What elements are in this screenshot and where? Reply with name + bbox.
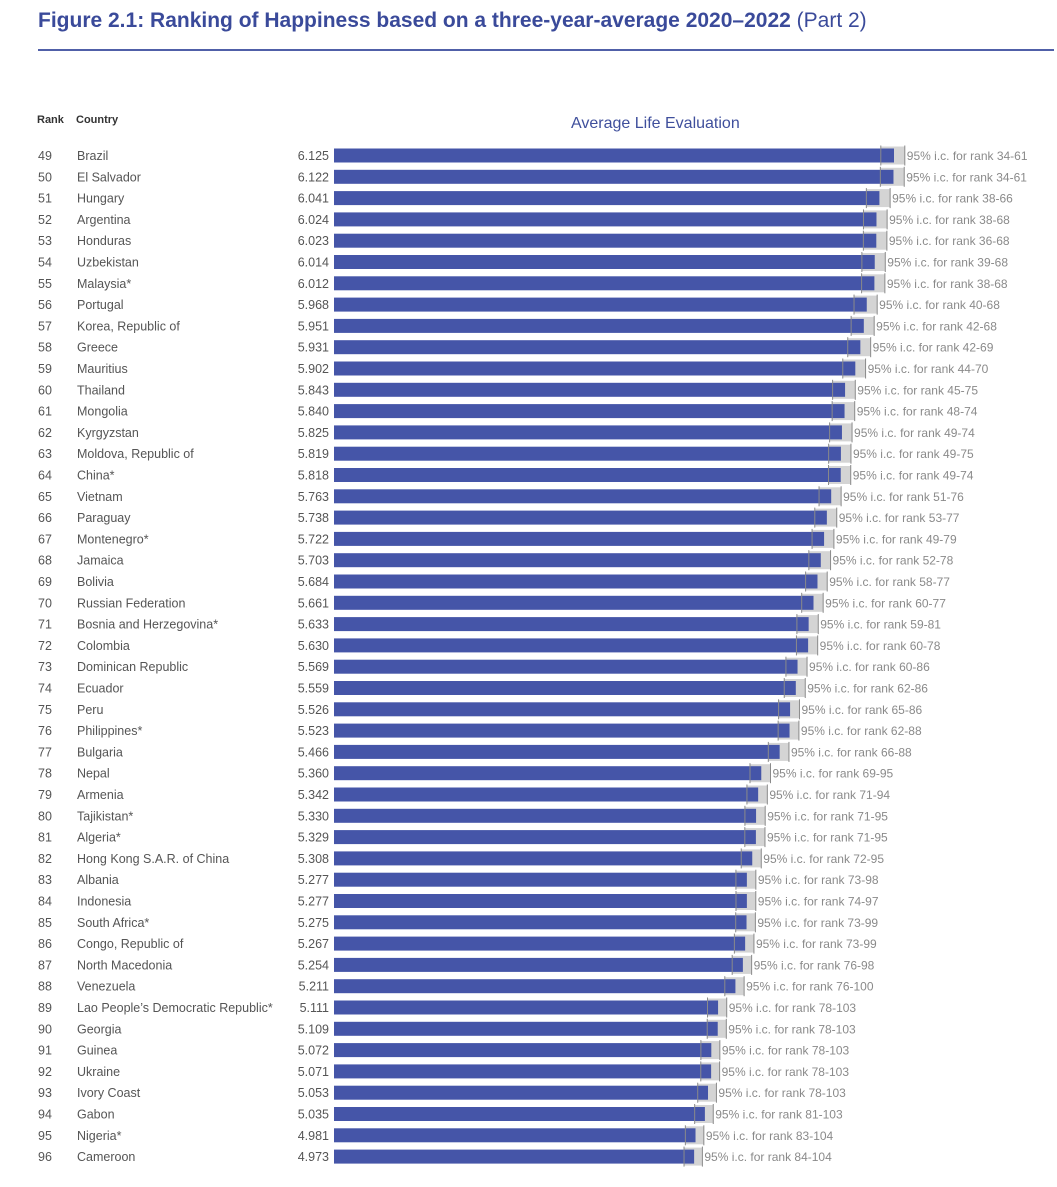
rank-label: 66 [38, 511, 52, 526]
value-label: 5.053 [297, 1086, 329, 1101]
rank-label: 95 [38, 1128, 52, 1143]
country-label: Hungary [77, 191, 125, 206]
country-label: Lao People’s Democratic Republic* [77, 1001, 273, 1015]
value-label: 5.968 [297, 298, 329, 313]
ci-label: 95% i.c. for rank 78-103 [728, 1001, 857, 1015]
rank-label: 75 [38, 702, 52, 717]
country-label: Tajikistan* [77, 809, 134, 824]
value-label: 6.122 [297, 170, 329, 185]
value-bar [334, 468, 841, 482]
value-label: 5.254 [297, 958, 329, 973]
value-label: 5.931 [297, 340, 329, 355]
value-label: 5.275 [297, 915, 329, 930]
rank-label: 60 [38, 383, 52, 398]
rank-label: 83 [38, 873, 52, 888]
value-label: 4.981 [297, 1128, 329, 1143]
value-label: 5.109 [297, 1022, 329, 1037]
ci-label: 95% i.c. for rank 42-68 [876, 319, 997, 334]
rank-label: 52 [38, 212, 52, 227]
ci-label: 95% i.c. for rank 76-98 [753, 958, 875, 973]
country-label: Cameroon [77, 1150, 136, 1165]
rank-label: 93 [38, 1086, 52, 1101]
figure-part: (Part 2) [796, 9, 867, 32]
ci-label: 95% i.c. for rank 71-94 [769, 788, 891, 802]
value-bar [334, 447, 841, 461]
ci-label: 95% i.c. for rank 62-88 [800, 724, 922, 739]
rank-label: 88 [38, 979, 52, 994]
country-label: Gabon [77, 1107, 115, 1122]
value-label: 5.819 [297, 447, 329, 462]
value-label: 5.277 [297, 873, 329, 888]
value-label: 5.330 [297, 809, 329, 824]
country-label: Venezuela [77, 979, 136, 994]
rank-label: 84 [38, 894, 52, 909]
value-bar [334, 596, 813, 610]
value-label: 6.041 [297, 191, 329, 206]
rank-label: 77 [38, 745, 52, 760]
country-label: Argentina [77, 212, 131, 227]
value-label: 5.843 [297, 383, 329, 398]
rank-label: 63 [38, 447, 52, 462]
rank-label: 71 [38, 617, 52, 632]
ci-label: 95% i.c. for rank 71-95 [766, 830, 888, 845]
country-label: Ukraine [77, 1064, 121, 1079]
value-label: 5.902 [297, 362, 329, 376]
value-label: 6.014 [297, 255, 329, 270]
rank-label: 86 [38, 937, 52, 952]
country-label: Portugal [77, 298, 124, 313]
ci-label: 95% i.c. for rank 38-68 [886, 276, 1008, 291]
value-bar [334, 617, 809, 631]
ci-label: 95% i.c. for rank 83-104 [705, 1128, 834, 1143]
value-label: 5.840 [297, 404, 329, 419]
value-label: 5.111 [299, 1001, 329, 1015]
rank-label: 50 [38, 170, 52, 185]
value-label: 5.523 [297, 724, 329, 739]
ci-label: 95% i.c. for rank 74-97 [757, 894, 879, 909]
value-label: 5.329 [297, 830, 329, 845]
country-label: Vietnam [77, 489, 123, 504]
value-bar [334, 553, 821, 567]
value-label: 5.722 [297, 532, 329, 547]
value-bar [334, 149, 894, 163]
ci-label: 95% i.c. for rank 38-66 [892, 191, 1013, 206]
value-bar [334, 511, 827, 525]
rank-label: 55 [38, 276, 52, 291]
ci-label: 95% i.c. for rank 78-103 [718, 1086, 846, 1101]
country-label: Guinea [77, 1043, 118, 1058]
country-label: Uzbekistan [77, 255, 139, 270]
value-bar [334, 340, 860, 354]
value-label: 5.818 [297, 468, 329, 483]
value-bar [334, 362, 855, 376]
value-bar [334, 212, 876, 226]
country-label: Honduras [77, 234, 132, 249]
country-label: Greece [77, 340, 118, 355]
rank-label: 58 [38, 340, 52, 355]
ci-label: 95% i.c. for rank 65-86 [801, 702, 923, 717]
value-bar [334, 851, 752, 865]
value-label: 5.277 [297, 894, 329, 909]
rank-label: 62 [38, 425, 52, 440]
value-bar [334, 298, 867, 312]
rank-label: 79 [38, 788, 52, 802]
ci-label: 95% i.c. for rank 78-103 [728, 1022, 856, 1037]
value-bar [334, 276, 874, 290]
ci-label: 95% i.c. for rank 48-74 [856, 404, 978, 419]
value-bar [334, 1043, 711, 1057]
rank-label: 76 [38, 724, 52, 739]
country-label: Kyrgyzstan [77, 425, 139, 440]
value-label: 5.633 [297, 617, 329, 632]
value-bar [334, 788, 758, 802]
ci-label: 95% i.c. for rank 71-95 [767, 809, 888, 824]
rank-label: 69 [38, 575, 52, 589]
rank-label: 90 [38, 1022, 52, 1037]
value-label: 5.569 [297, 660, 329, 675]
value-label: 4.973 [297, 1150, 329, 1165]
rank-label: 64 [38, 468, 52, 483]
rank-header: Rank [37, 114, 64, 126]
ci-label: 95% i.c. for rank 66-88 [790, 745, 912, 760]
value-bar [334, 830, 756, 844]
value-bar [334, 915, 747, 929]
value-bar [334, 532, 824, 546]
country-label: Thailand [77, 383, 125, 398]
value-label: 5.559 [297, 681, 329, 696]
country-label: Paraguay [77, 511, 131, 526]
value-bar [334, 745, 780, 759]
value-bar [334, 1064, 711, 1078]
rank-label: 87 [38, 958, 52, 973]
value-bar [334, 1001, 718, 1015]
ci-label: 95% i.c. for rank 42-69 [872, 340, 994, 355]
country-label: Peru [77, 702, 104, 717]
ci-label: 95% i.c. for rank 49-74 [852, 468, 974, 483]
rank-label: 81 [38, 830, 52, 845]
ci-label: 95% i.c. for rank 49-79 [835, 532, 957, 547]
country-label: Bulgaria [77, 745, 123, 760]
country-label: Korea, Republic of [77, 319, 180, 334]
ci-label: 95% i.c. for rank 36-68 [888, 234, 1010, 249]
ci-label: 95% i.c. for rank 62-86 [807, 681, 928, 696]
country-label: Mongolia [77, 404, 128, 419]
value-bar [334, 319, 864, 333]
value-label: 5.703 [297, 553, 329, 568]
rank-label: 65 [38, 489, 52, 504]
value-label: 6.024 [297, 212, 329, 227]
ci-label: 95% i.c. for rank 60-86 [809, 660, 930, 675]
value-label: 5.738 [297, 511, 329, 526]
country-label: Algeria* [77, 830, 121, 845]
country-label: Philippines* [77, 724, 143, 739]
rank-label: 59 [38, 362, 52, 376]
value-label: 6.012 [297, 276, 329, 291]
rank-label: 78 [38, 766, 52, 781]
value-bar [334, 170, 893, 184]
country-label: Montenegro* [77, 532, 149, 547]
value-bar [334, 575, 817, 589]
ci-label: 95% i.c. for rank 78-103 [721, 1043, 850, 1058]
ci-label: 95% i.c. for rank 44-70 [867, 362, 989, 376]
ci-label: 95% i.c. for rank 69-95 [772, 766, 894, 781]
value-bar [334, 425, 842, 439]
value-label: 5.360 [297, 766, 329, 781]
ci-label: 95% i.c. for rank 81-103 [715, 1107, 843, 1122]
ci-label: 95% i.c. for rank 60-77 [825, 596, 946, 611]
country-label: Malaysia* [77, 276, 132, 291]
value-bar [334, 724, 790, 738]
country-label: Indonesia [77, 894, 132, 909]
rank-label: 85 [38, 915, 52, 930]
country-label: Armenia [77, 788, 124, 802]
ci-label: 95% i.c. for rank 38-68 [889, 212, 1010, 227]
value-bar [334, 1022, 718, 1036]
ci-label: 95% i.c. for rank 59-81 [820, 617, 941, 632]
value-label: 5.308 [297, 851, 329, 866]
country-label: El Salvador [77, 170, 141, 185]
value-bar [334, 489, 831, 503]
ci-label: 95% i.c. for rank 73-98 [757, 873, 879, 888]
rank-label: 72 [38, 638, 52, 653]
value-bar [334, 894, 747, 908]
country-label: Hong Kong S.A.R. of China [77, 851, 230, 866]
value-label: 5.951 [297, 319, 329, 334]
rank-label: 92 [38, 1064, 52, 1079]
country-label: Mauritius [77, 362, 128, 376]
rank-label: 91 [38, 1043, 52, 1058]
rank-label: 80 [38, 809, 52, 824]
value-bar [334, 1107, 705, 1121]
ci-label: 95% i.c. for rank 49-74 [854, 425, 975, 440]
chart-title: Average Life Evaluation [571, 115, 740, 132]
value-label: 5.526 [297, 702, 329, 717]
ci-label: 95% i.c. for rank 76-100 [746, 979, 874, 994]
country-label: North Macedonia [77, 958, 173, 973]
country-label: Brazil [77, 149, 109, 163]
value-bar [334, 255, 875, 269]
rank-label: 74 [38, 681, 52, 696]
country-label: South Africa* [77, 915, 150, 930]
value-label: 5.825 [297, 425, 329, 440]
value-bar [334, 191, 879, 205]
value-bar [334, 404, 845, 418]
ci-label: 95% i.c. for rank 60-78 [819, 638, 941, 653]
ci-label: 95% i.c. for rank 40-68 [879, 298, 1000, 313]
rank-label: 67 [38, 532, 52, 547]
value-label: 5.763 [297, 489, 329, 504]
country-label: Bolivia [77, 575, 114, 589]
ci-label: 95% i.c. for rank 45-75 [857, 383, 979, 398]
country-label: Colombia [77, 638, 130, 653]
ci-label: 95% i.c. for rank 84-104 [704, 1150, 832, 1165]
rank-label: 49 [38, 149, 52, 163]
rank-label: 70 [38, 596, 52, 611]
ci-label: 95% i.c. for rank 51-76 [843, 489, 964, 504]
country-label: Congo, Republic of [77, 937, 184, 952]
country-label: China* [77, 468, 115, 483]
country-label: Dominican Republic [77, 660, 189, 675]
country-label: Georgia [77, 1022, 122, 1037]
country-label: Russian Federation [77, 596, 186, 611]
value-bar [334, 660, 798, 674]
value-label: 6.125 [297, 149, 329, 163]
ci-label: 95% i.c. for rank 49-75 [852, 447, 974, 462]
ci-label: 95% i.c. for rank 53-77 [838, 511, 960, 526]
rank-label: 68 [38, 553, 52, 568]
value-bar [334, 958, 743, 972]
value-label: 6.023 [297, 234, 329, 249]
value-bar [334, 979, 735, 993]
ci-label: 95% i.c. for rank 78-103 [721, 1064, 850, 1079]
value-bar [334, 937, 745, 951]
country-label: Moldova, Republic of [77, 447, 194, 462]
rank-label: 54 [38, 255, 52, 270]
rank-label: 96 [38, 1150, 52, 1165]
value-bar [334, 809, 756, 823]
ci-label: 95% i.c. for rank 72-95 [763, 851, 885, 866]
value-bar [334, 234, 876, 248]
value-bar [334, 1128, 696, 1142]
value-bar [334, 383, 845, 397]
rank-label: 53 [38, 234, 52, 249]
value-label: 5.466 [297, 745, 329, 760]
value-bar [334, 702, 790, 716]
value-label: 5.661 [297, 596, 329, 611]
rank-label: 82 [38, 851, 52, 866]
value-label: 5.630 [297, 638, 329, 653]
country-label: Bosnia and Herzegovina* [77, 617, 219, 632]
ci-label: 95% i.c. for rank 52-78 [832, 553, 954, 568]
value-label: 5.684 [297, 575, 329, 589]
country-label: Nigeria* [77, 1128, 122, 1143]
country-label: Ivory Coast [77, 1086, 141, 1101]
rank-label: 56 [38, 298, 52, 313]
value-label: 5.267 [297, 937, 329, 952]
value-label: 5.035 [297, 1107, 329, 1122]
ci-label: 95% i.c. for rank 73-99 [757, 915, 879, 930]
rank-label: 73 [38, 660, 52, 675]
figure-title-text: Figure 2.1: Ranking of Happiness based on a three-year-average 2020–2022 [38, 9, 791, 32]
value-bar [334, 873, 747, 887]
rank-label: 51 [38, 191, 52, 206]
value-label: 5.072 [297, 1043, 329, 1058]
value-label: 5.071 [297, 1064, 329, 1079]
rank-label: 57 [38, 319, 52, 334]
value-bar [334, 681, 796, 695]
country-label: Jamaica [77, 553, 124, 568]
value-label: 5.342 [297, 788, 329, 802]
ci-label: 95% i.c. for rank 34-61 [906, 149, 1028, 163]
country-header: Country [76, 114, 119, 126]
value-bar [334, 638, 808, 652]
value-bar [334, 766, 761, 780]
country-label: Nepal [77, 766, 110, 781]
ci-label: 95% i.c. for rank 34-61 [906, 170, 1027, 185]
country-label: Albania [77, 873, 119, 888]
value-label: 5.211 [298, 979, 329, 994]
country-label: Ecuador [77, 681, 124, 696]
value-bar [334, 1150, 694, 1164]
ci-label: 95% i.c. for rank 39-68 [887, 255, 1009, 270]
rank-label: 94 [38, 1107, 52, 1122]
value-bar [334, 1086, 708, 1100]
rank-label: 89 [38, 1001, 52, 1015]
ci-label: 95% i.c. for rank 73-99 [755, 937, 877, 952]
ci-label: 95% i.c. for rank 58-77 [829, 575, 950, 589]
rank-label: 61 [38, 404, 52, 419]
